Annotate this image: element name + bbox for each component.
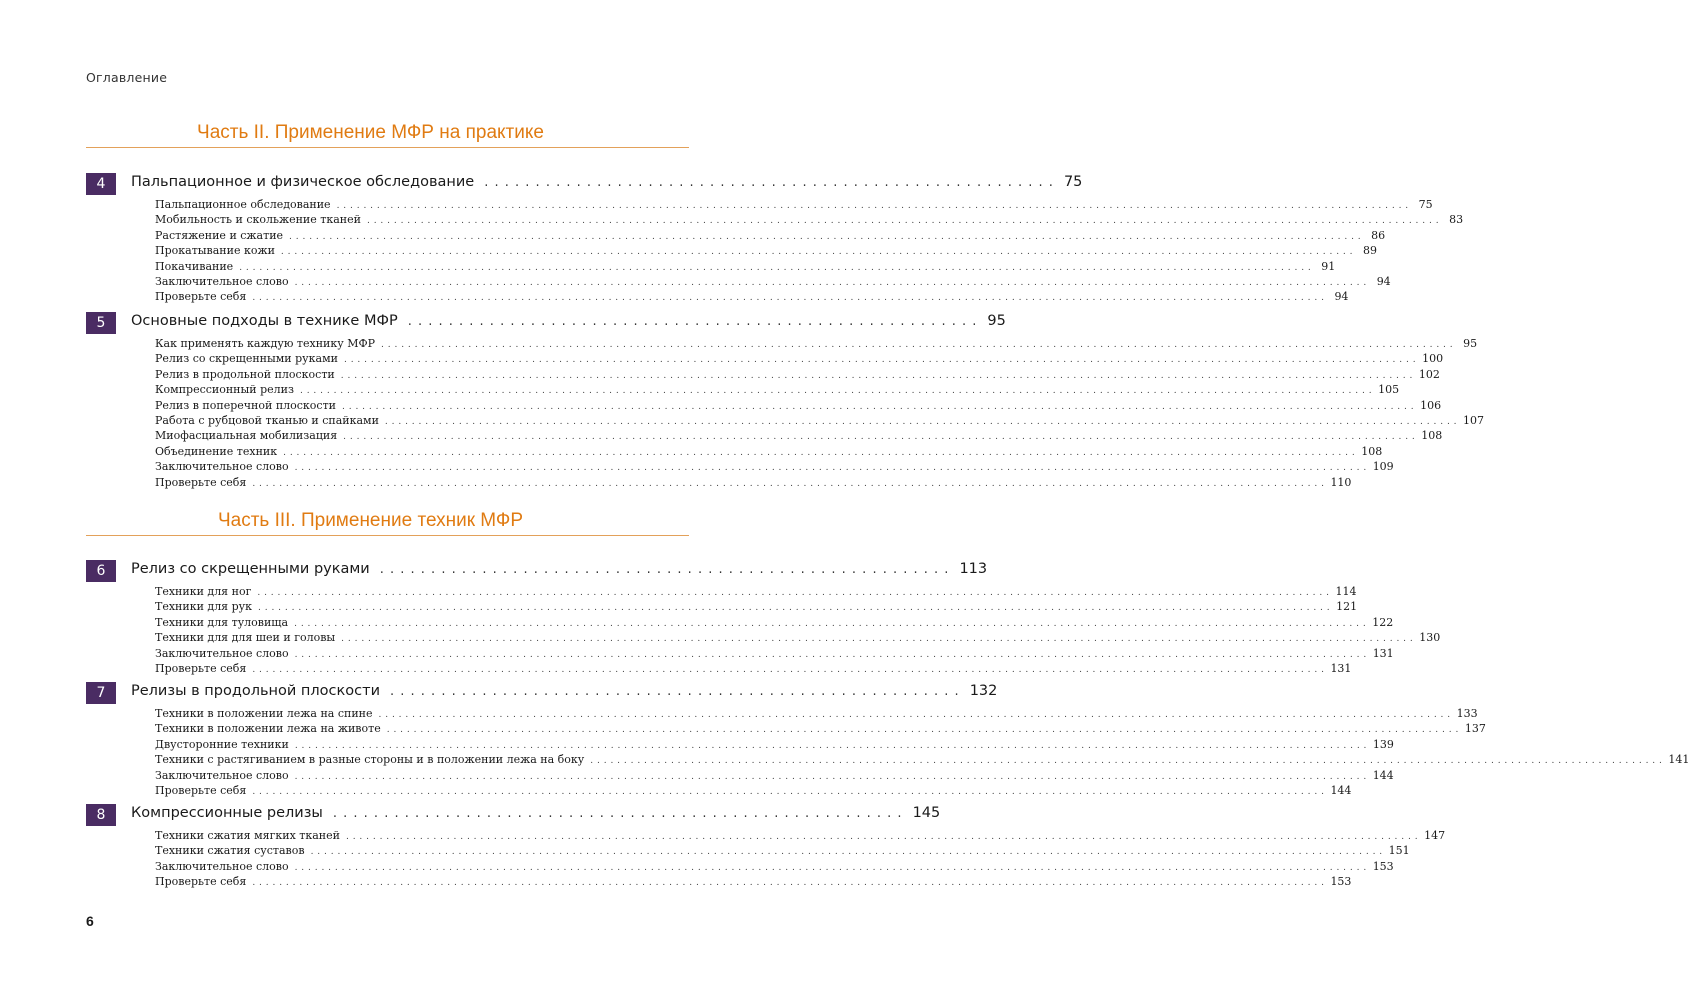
- entry-page: 151: [1388, 844, 1410, 858]
- dot-leader: . . . . . . . . . . . . . . . . . . . . . . . . . . . . . . . . . . . . . . . . . . . . . . . . . . . . . . . . . . . . . . . . . . . . . . . . . . . . . . . . . . . . . . . . . . . . . . . . . . . . . . . . . . . . . . . . . . . . . . . . . . . . . . . . . . . . . . . . . . . . . . . . . . . . . . . . . . . . . . . .: [258, 603, 1331, 614]
- toc-entry[interactable]: [155, 615, 1394, 631]
- entry-page: 108: [1361, 444, 1383, 458]
- dot-leader: . . . . . . . . . . . . . . . . . . . . . . . . . . . . . . . . . . . . . . . . . . . . . . . . . . . . . . . . . . . . . . . . . . . . . . . . . . . . . . . . . . . . . . . . . . . . . . . . . . . . . . . . . . . . . . . . . . . . . . . . . . . . . . . . . . . . . . . . . . . . . . . . . . . . . . . . . . . . . . . .: [294, 649, 1367, 660]
- entry-title: Техники для туловища: [155, 615, 289, 629]
- chapter-title: Основные подходы в технике МФР: [131, 313, 398, 329]
- chapter-6: [86, 560, 1441, 677]
- chapter-heading[interactable]: [131, 313, 1006, 329]
- toc-entry[interactable]: [155, 631, 1441, 646]
- chapter-page: 95: [987, 313, 1006, 329]
- entry-title: Заключительное слово: [155, 859, 289, 873]
- dot-leader: . . . . . . . . . . . . . . . . . . . . . . . . . . . . . . . . . . . . . . . . . . . . . . . . . . . . . . . . . . . . . . . . . . . . . . . . . . . . . . . . . . . . . . . . . . . . . . . . . . . . . . . . . . . . . . . . . . . . . . . . . . . . . . . . . . . . . . . . . . . . . . . . . . . . . . . . . . . . . . . .: [378, 710, 1451, 720]
- entry-title: Проверьте себя: [155, 875, 247, 889]
- entry-page: 130: [1419, 631, 1441, 645]
- entry-title: Релиз в поперечной плоскости: [155, 398, 336, 412]
- entry-title: Работа с рубцовой тканью и спайками: [155, 413, 379, 427]
- entry-title: Прокатывание кожи: [155, 244, 275, 258]
- toc-entry[interactable]: [155, 228, 1386, 244]
- chapter-page: 75: [1063, 174, 1083, 190]
- entry-page: 141: [1668, 753, 1689, 767]
- dot-leader: . . . . . . . . . . . . . . . . . . . . . . . . . . . . . . . . . . . . . . . . . . . . . . . . . . . . . . . . . . . . . . . . . . . . . . . . . . . . . . . . . . . . . . . . . . . . . . . . . . . . . . . . . . . . . . . . . . . . . . . . . . . . . . . . . . . . . . . . . . . . . . . . . . . . . . . . . . . . . . . .: [294, 463, 1367, 474]
- entry-title: Техники в положении лежа на животе: [155, 722, 381, 736]
- entry-list: [155, 337, 1485, 491]
- toc-entry[interactable]: [155, 875, 1352, 890]
- entry-page: 94: [1334, 290, 1349, 304]
- entry-title: Техники сжатия мягких тканей: [155, 829, 340, 842]
- dot-leader: . . . . . . . . . . . . . . . . . . . . . . . . . . . . . . . . . . . . . . . . . . . . . . . . . . . . . . . .: [484, 175, 1054, 190]
- toc-entry[interactable]: [155, 844, 1410, 859]
- entry-title: Техники сжатия суставов: [155, 844, 305, 858]
- toc-entry[interactable]: [155, 707, 1478, 722]
- entry-list: [155, 707, 1689, 799]
- entry-title: Мобильность и скольжение тканей: [155, 213, 361, 227]
- entry-title: Компрессионный релиз: [155, 383, 294, 397]
- entry-page: 144: [1330, 783, 1352, 797]
- chapter-title: Релиз со скрещенными руками: [131, 561, 370, 577]
- chapter-title: Релизы в продольной плоскости: [131, 683, 380, 699]
- chapter-page: 113: [959, 561, 988, 577]
- dot-leader: . . . . . . . . . . . . . . . . . . . . . . . . . . . . . . . . . . . . . . . . . . . . . . . . . . . . . . . . . . . . . . . . . . . . . . . . . . . . . . . . . . . . . . . . . . . . . . . . . . . . . . . . . . . . . . . . . . . . . . . . . . . . . . . . . . . . . . . . . . . . . . . . . . . . . . . . . . . . . . . .: [343, 355, 1417, 366]
- toc-entry[interactable]: [155, 352, 1444, 367]
- entry-page: 100: [1422, 352, 1444, 366]
- toc-entry[interactable]: [155, 274, 1391, 290]
- toc-entry[interactable]: [155, 213, 1464, 228]
- part-divider: [86, 535, 689, 536]
- chapter-number-badge: 5: [86, 312, 116, 334]
- dot-leader: . . . . . . . . . . . . . . . . . . . . . . . . . . . . . . . . . . . . . . . . . . . . . . . . . . . . . . . . . . . . . . . . . . . . . . . . . . . . . . . . . . . . . . . . . . . . . . . . . . . . . . . . . . . . . . . . . . . . . . . . . . . . . . . . . . . . . . . . . . . . . . . . . . . . . . . . . . . . . . . .: [294, 862, 1367, 873]
- part-title: Часть III. Применение техник МФР: [217, 510, 524, 531]
- entry-list: [155, 585, 1441, 677]
- toc-entry[interactable]: [155, 661, 1352, 677]
- toc-entry[interactable]: [155, 444, 1383, 460]
- chapter-5: [86, 312, 1485, 491]
- entry-page: 131: [1330, 661, 1352, 675]
- entry-page: 95: [1463, 337, 1478, 350]
- toc-entry[interactable]: [155, 768, 1394, 784]
- dot-leader: . . . . . . . . . . . . . . . . . . . . . . . . . . . . . . . . . . . . . . . . . . . . . . . . . . . . . . . . . . . . . . . . . . . . . . . . . . . . . . . . . . . . . . . . . . . . . . . . . . . . . . . . . . . . . . . . . . . . . . . . . . . . . . . . . . . . . . . . . . . . . . . . . . . . . . . . . . . . . . . .: [252, 664, 1325, 675]
- dot-leader: . . . . . . . . . . . . . . . . . . . . . . . . . . . . . . . . . . . . . . . . . . . . . . . . . . . . . . . .: [390, 684, 960, 699]
- dot-leader: . . . . . . . . . . . . . . . . . . . . . . . . . . . . . . . . . . . . . . . . . . . . . . . . . . . . . . . . . . . . . . . . . . . . . . . . . . . . . . . . . . . . . . . . . . . . . . . . . . . . . . . . . . . . . . . . . . . . . . . . . . . . . . . . . . . . . . . . . . . . . . . . . . . . . . . . . . . . . . . .: [342, 401, 1415, 412]
- entry-page: 94: [1376, 274, 1391, 288]
- toc-entry[interactable]: [155, 460, 1394, 475]
- dot-leader: . . . . . . . . . . . . . . . . . . . . . . . . . . . . . . . . . . . . . . . . . . . . . . . . . . . . . . . . . . . . . . . . . . . . . . . . . . . . . . . . . . . . . . . . . . . . . . . . . . . . . . . . . . . . . . . . . . . . . . . . . . . . . . . . . . . . . . . . . . . . . . . . . . . . . . . . . . . . . . . .: [289, 231, 1362, 242]
- entry-title: Проверьте себя: [155, 475, 247, 489]
- entry-title: Объединение техник: [155, 444, 278, 458]
- dot-leader: . . . . . . . . . . . . . . . . . . . . . . . . . . . . . . . . . . . . . . . . . . . . . . . . . . . . . . . . . . . . . . . . . . . . . . . . . . . . . . . . . . . . . . . . . . . . . . . . . . . . . . . . . . . . . . . . . . . . . . . . . . . . . . . . . . . . . . . . . . . . . . . . . . . . . . . . . . . . . . . .: [345, 832, 1419, 842]
- chapter-heading[interactable]: [131, 561, 988, 577]
- entry-title: Техники для ног: [155, 585, 252, 598]
- chapter-heading[interactable]: [131, 174, 1083, 190]
- toc-entry[interactable]: [155, 783, 1352, 799]
- entry-title: Релиз в продольной плоскости: [155, 367, 335, 381]
- dot-leader: . . . . . . . . . . . . . . . . . . . . . . . . . . . . . . . . . . . . . . . . . . . . . . . . . . . . . . . . . . . . . . . . . . . . . . . . . . . . . . . . . . . . . . . . . . . . . . . . . . . . . . . . . . . . . . . . . . . . . . . . . . . . . . . . . . . . . . . . . . . . . . . . . . . . . . . . . . . . . . . .: [283, 447, 1356, 458]
- toc-entry[interactable]: [155, 290, 1349, 305]
- chapter-number-badge: 8: [86, 804, 116, 826]
- dot-leader: . . . . . . . . . . . . . . . . . . . . . . . . . . . . . . . . . . . . . . . . . . . . . . . . . . . . . . . . . . . . . . . . . . . . . . . . . . . . . . . . . . . . . . . . . . . . . . . . . . . . . . . . . . . . . . . . . . . . . . . . . . . . . . . . . . . . . . . . . . . . . . . . . . . . . . . . . . . . . . . .: [340, 370, 1413, 381]
- chapter-page: 145: [912, 805, 941, 821]
- dot-leader: . . . . . . . . . . . . . . . . . . . . . . . . . . . . . . . . . . . . . . . . . . . . . . . . . . . . . . . .: [407, 314, 978, 329]
- toc-entry[interactable]: [155, 722, 1486, 737]
- dot-leader: . . . . . . . . . . . . . . . . . . . . . . . . . . . . . . . . . . . . . . . . . . . . . . . . . . . . . . . . . . . . . . . . . . . . . . . . . . . . . . . . . . . . . . . . . . . . . . . . . . . . . . . . . . . . . . . . . . . . . . . . . . . . . . . . . . . . . . . . . . . . . . . . . . . . . . . . . . . . . . . .: [590, 756, 1663, 767]
- entry-title: Заключительное слово: [155, 768, 289, 782]
- dot-leader: . . . . . . . . . . . . . . . . . . . . . . . . . . . . . . . . . . . . . . . . . . . . . . . . . . . . . . . .: [332, 806, 903, 821]
- running-head: Оглавление: [86, 70, 168, 85]
- chapter-8: [86, 804, 1446, 891]
- entry-title: Заключительное слово: [155, 460, 289, 474]
- entry-title: Растяжение и сжатие: [155, 228, 284, 242]
- dot-leader: . . . . . . . . . . . . . . . . . . . . . . . . . . . . . . . . . . . . . . . . . . . . . . . . . . . . . . . . . . . . . . . . . . . . . . . . . . . . . . . . . . . . . . . . . . . . . . . . . . . . . . . . . . . . . . . . . . . . . . . . . . . . . . . . . . . . . . . . . . . . . . . . . . . . . . . . . . . . . . . .: [257, 588, 1330, 598]
- toc-entry[interactable]: [155, 244, 1378, 259]
- entry-title: Техники с растягиванием в разные стороны и в положении лежа на боку: [155, 753, 585, 767]
- entry-page: 91: [1321, 259, 1336, 273]
- dot-leader: . . . . . . . . . . . . . . . . . . . . . . . . . . . . . . . . . . . . . . . . . . . . . . . . . . . . . . . . . . . . . . . . . . . . . . . . . . . . . . . . . . . . . . . . . . . . . . . . . . . . . . . . . . . . . . . . . . . . . . . . . . . . . . . . . . . . . . . . . . . . . . . . . . . . . . . . . . . . . . . .: [252, 293, 1325, 304]
- entry-page: 153: [1330, 875, 1352, 889]
- chapter-title: Компрессионные релизы: [131, 805, 323, 821]
- entry-page: 106: [1420, 398, 1442, 412]
- entry-title: Техники для рук: [155, 600, 253, 614]
- entry-title: Как применять каждую технику МФР: [155, 337, 376, 350]
- entry-page: 121: [1336, 600, 1358, 614]
- entry-page: 107: [1463, 413, 1485, 427]
- entry-page: 139: [1372, 737, 1394, 751]
- chapter-7: [86, 682, 1689, 799]
- entry-page: 89: [1363, 244, 1378, 258]
- dot-leader: . . . . . . . . . . . . . . . . . . . . . . . . . . . . . . . . . . . . . . . . . . . . . . . . . . . . . . . . . . . . . . . . . . . . . . . . . . . . . . . . . . . . . . . . . . . . . . . . . . . . . . . . . . . . . . . . . . . . . . . . . . . . . . . . . . . . . . . . . . . . . . . . . . . . . . . . . . . . . . . .: [294, 771, 1367, 782]
- entry-title: Пальпационное обследование: [155, 198, 331, 211]
- toc-entry[interactable]: [155, 585, 1357, 600]
- chapter-number-badge: 6: [86, 560, 116, 582]
- toc-entry[interactable]: [155, 737, 1394, 753]
- toc-entry[interactable]: [155, 859, 1394, 875]
- toc-entry[interactable]: [155, 259, 1336, 275]
- entry-page: 86: [1371, 228, 1386, 242]
- toc-entry[interactable]: [155, 600, 1358, 615]
- toc-entry[interactable]: [155, 413, 1485, 429]
- entry-title: Проверьте себя: [155, 783, 247, 797]
- entry-page: 147: [1424, 829, 1446, 842]
- entry-page: 105: [1378, 383, 1400, 397]
- entry-page: 144: [1372, 768, 1394, 782]
- entry-title: Техники в положении лежа на спине: [155, 707, 373, 720]
- dot-leader: . . . . . . . . . . . . . . . . . . . . . . . . . . . . . . . . . . . . . . . . . . . . . . . . . . . . . . . . . . . . . . . . . . . . . . . . . . . . . . . . . . . . . . . . . . . . . . . . . . . . . . . . . . . . . . . . . . . . . . . . . . . . . . . . . . . . . . . . . . . . . . . . . . . . . . . . . . . . . . . .: [252, 478, 1325, 489]
- dot-leader: . . . . . . . . . . . . . . . . . . . . . . . . . . . . . . . . . . . . . . . . . . . . . . . . . . . . . . . . . . . . . . . . . . . . . . . . . . . . . . . . . . . . . . . . . . . . . . . . . . . . . . . . . . . . . . . . . . . . . . . . . . . . . . . . . . . . . . . . . . . . . . . . . . . . . . . . . . . . . . . .: [239, 262, 1312, 273]
- entry-title: Заключительное слово: [155, 274, 289, 288]
- entry-title: Релиз со скрещенными руками: [155, 352, 338, 366]
- toc-entry[interactable]: [155, 429, 1443, 444]
- dot-leader: . . . . . . . . . . . . . . . . . . . . . . . . . . . . . . . . . . . . . . . . . . . . . . . . . . . . . . . . . . . . . . . . . . . . . . . . . . . . . . . . . . . . . . . . . . . . . . . . . . . . . . . . . . . . . . . . . . . . . . . . . . . . . . . . . . . . . . . . . . . . . . . . . . . . . . . . . . . . . . . .: [341, 634, 1414, 645]
- dot-leader: . . . . . . . . . . . . . . . . . . . . . . . . . . . . . . . . . . . . . . . . . . . . . . . . . . . . . . . . . . . . . . . . . . . . . . . . . . . . . . . . . . . . . . . . . . . . . . . . . . . . . . . . . . . . . . . . . . . . . . . . . . . . . . . . . . . . . . . . . . . . . . . . . . . . . . . . . . . . . . . .: [310, 847, 1383, 858]
- entry-page: 122: [1372, 615, 1394, 629]
- dot-leader: . . . . . . . . . . . . . . . . . . . . . . . . . . . . . . . . . . . . . . . . . . . . . . . . . . . . . . . . . . . . . . . . . . . . . . . . . . . . . . . . . . . . . . . . . . . . . . . . . . . . . . . . . . . . . . . . . . . . . . . . . . . . . . . . . . . . . . . . . . . . . . . . . . . . . . . . . . . . . . . .: [280, 247, 1354, 258]
- dot-leader: . . . . . . . . . . . . . . . . . . . . . . . . . . . . . . . . . . . . . . . . . . . . . . . . . . . . . . . . . . . . . . . . . . . . . . . . . . . . . . . . . . . . . . . . . . . . . . . . . . . . . . . . . . . . . . . . . . . . . . . . . . . . . . . . . . . . . . . . . . . . . . . . . . . . . . . . . . . . . . . .: [294, 740, 1367, 751]
- entry-page: 110: [1330, 475, 1352, 489]
- chapter-title: Пальпационное и физическое обследование: [131, 174, 475, 190]
- entry-title: Проверьте себя: [155, 290, 247, 304]
- entry-list: [155, 198, 1464, 306]
- toc-entry[interactable]: [155, 753, 1689, 768]
- chapter-number-badge: 4: [86, 173, 116, 195]
- dot-leader: . . . . . . . . . . . . . . . . . . . . . . . . . . . . . . . . . . . . . . . . . . . . . . . . . . . . . . . . . . . . . . . . . . . . . . . . . . . . . . . . . . . . . . . . . . . . . . . . . . . . . . . . . . . . . . . . . . . . . . . . . . . . . . . . . . . . . . . . . . . . . . . . . . . . . . . . . . . . . . . .: [343, 432, 1416, 443]
- chapter-number-badge: 7: [86, 682, 116, 704]
- part-divider: [86, 147, 689, 148]
- entry-title: Проверьте себя: [155, 661, 247, 675]
- dot-leader: . . . . . . . . . . . . . . . . . . . . . . . . . . . . . . . . . . . . . . . . . . . . . . . . . . . . . . . .: [379, 562, 950, 577]
- dot-leader: . . . . . . . . . . . . . . . . . . . . . . . . . . . . . . . . . . . . . . . . . . . . . . . . . . . . . . . . . . . . . . . . . . . . . . . . . . . . . . . . . . . . . . . . . . . . . . . . . . . . . . . . . . . . . . . . . . . . . . . . . . . . . . . . . . . . . . . . . . . . . . . . . . . . . . . . . . . . . . . .: [381, 340, 1454, 350]
- dot-leader: . . . . . . . . . . . . . . . . . . . . . . . . . . . . . . . . . . . . . . . . . . . . . . . . . . . . . . . . . . . . . . . . . . . . . . . . . . . . . . . . . . . . . . . . . . . . . . . . . . . . . . . . . . . . . . . . . . . . . . . . . . . . . . . . . . . . . . . . . . . . . . . . . . . . . . . . . . . . . . . .: [294, 277, 1367, 288]
- entry-title: Техники для для шеи и головы: [155, 631, 336, 645]
- entry-list: [155, 829, 1446, 891]
- dot-leader: . . . . . . . . . . . . . . . . . . . . . . . . . . . . . . . . . . . . . . . . . . . . . . . . . . . . . . . . . . . . . . . . . . . . . . . . . . . . . . . . . . . . . . . . . . . . . . . . . . . . . . . . . . . . . . . . . . . . . . . . . . . . . . . . . . . . . . . . . . . . . . . . . . . . . . . . . . . . . . . .: [299, 386, 1373, 397]
- toc-entry[interactable]: [155, 398, 1442, 414]
- chapter-page: 132: [969, 683, 998, 699]
- entry-page: 109: [1372, 460, 1394, 474]
- dot-leader: . . . . . . . . . . . . . . . . . . . . . . . . . . . . . . . . . . . . . . . . . . . . . . . . . . . . . . . . . . . . . . . . . . . . . . . . . . . . . . . . . . . . . . . . . . . . . . . . . . . . . . . . . . . . . . . . . . . . . . . . . . . . . . . . . . . . . . . . . . . . . . . . . . . . . . . . . . . . . . . .: [294, 618, 1367, 629]
- chapter-4: [86, 173, 1464, 306]
- dot-leader: . . . . . . . . . . . . . . . . . . . . . . . . . . . . . . . . . . . . . . . . . . . . . . . . . . . . . . . . . . . . . . . . . . . . . . . . . . . . . . . . . . . . . . . . . . . . . . . . . . . . . . . . . . . . . . . . . . . . . . . . . . . . . . . . . . . . . . . . . . . . . . . . . . . . . . . . . . . . . . . .: [386, 725, 1459, 736]
- entry-page: 114: [1335, 585, 1357, 598]
- toc-entry[interactable]: [155, 198, 1433, 213]
- entry-title: Покачивание: [155, 259, 234, 273]
- entry-page: 83: [1449, 213, 1464, 227]
- chapter-heading[interactable]: [131, 683, 998, 699]
- toc-entry[interactable]: [155, 475, 1352, 491]
- entry-title: Двусторонние техники: [155, 737, 289, 751]
- entry-title: Заключительное слово: [155, 646, 289, 660]
- toc-entry[interactable]: [155, 383, 1400, 398]
- entry-title: Миофасциальная мобилизация: [155, 429, 338, 443]
- part-title: Часть II. Применение МФР на практике: [197, 122, 544, 143]
- dot-leader: . . . . . . . . . . . . . . . . . . . . . . . . . . . . . . . . . . . . . . . . . . . . . . . . . . . . . . . . . . . . . . . . . . . . . . . . . . . . . . . . . . . . . . . . . . . . . . . . . . . . . . . . . . . . . . . . . . . . . . . . . . . . . . . . . . . . . . . . . . . . . . . . . . . . . . . . . . . . . . . .: [366, 216, 1440, 227]
- toc-entry[interactable]: [155, 337, 1478, 352]
- dot-leader: . . . . . . . . . . . . . . . . . . . . . . . . . . . . . . . . . . . . . . . . . . . . . . . . . . . . . . . . . . . . . . . . . . . . . . . . . . . . . . . . . . . . . . . . . . . . . . . . . . . . . . . . . . . . . . . . . . . . . . . . . . . . . . . . . . . . . . . . . . . . . . . . . . . . . . . . . . . . . . . .: [252, 878, 1325, 889]
- entry-page: 108: [1421, 429, 1443, 443]
- entry-page: 131: [1372, 646, 1394, 660]
- entry-page: 75: [1418, 198, 1433, 211]
- toc-entry[interactable]: [155, 646, 1394, 662]
- dot-leader: . . . . . . . . . . . . . . . . . . . . . . . . . . . . . . . . . . . . . . . . . . . . . . . . . . . . . . . . . . . . . . . . . . . . . . . . . . . . . . . . . . . . . . . . . . . . . . . . . . . . . . . . . . . . . . . . . . . . . . . . . . . . . . . . . . . . . . . . . . . . . . . . . . . . . . . . . . . . . . . .: [336, 201, 1409, 211]
- entry-page: 102: [1418, 367, 1440, 381]
- dot-leader: . . . . . . . . . . . . . . . . . . . . . . . . . . . . . . . . . . . . . . . . . . . . . . . . . . . . . . . . . . . . . . . . . . . . . . . . . . . . . . . . . . . . . . . . . . . . . . . . . . . . . . . . . . . . . . . . . . . . . . . . . . . . . . . . . . . . . . . . . . . . . . . . . . . . . . . . . . . . . . . .: [252, 786, 1325, 797]
- entry-page: 153: [1372, 859, 1394, 873]
- chapter-heading[interactable]: [131, 805, 941, 821]
- page-number: 6: [86, 913, 94, 929]
- toc-entry[interactable]: [155, 367, 1440, 383]
- entry-page: 133: [1456, 707, 1478, 720]
- dot-leader: . . . . . . . . . . . . . . . . . . . . . . . . . . . . . . . . . . . . . . . . . . . . . . . . . . . . . . . . . . . . . . . . . . . . . . . . . . . . . . . . . . . . . . . . . . . . . . . . . . . . . . . . . . . . . . . . . . . . . . . . . . . . . . . . . . . . . . . . . . . . . . . . . . . . . . . . . . . . . . . .: [384, 416, 1458, 427]
- entry-page: 137: [1464, 722, 1486, 736]
- toc-entry[interactable]: [155, 829, 1446, 844]
